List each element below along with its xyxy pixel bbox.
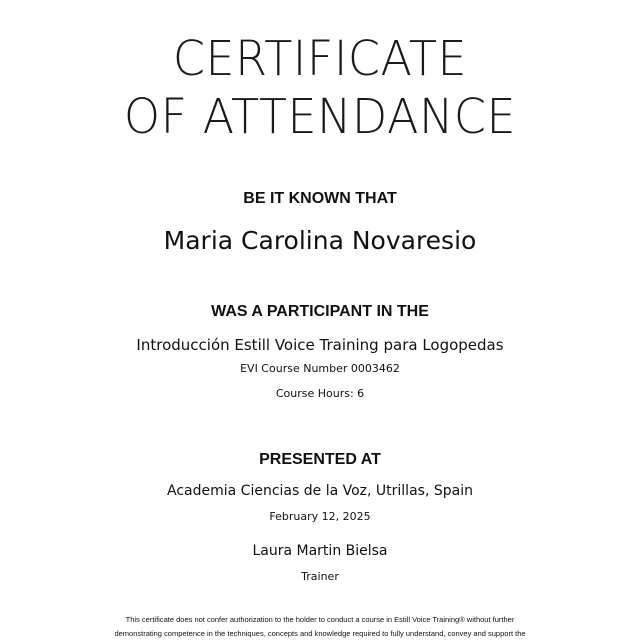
trainer-name: Laura Martin Bielsa (252, 543, 388, 559)
certificate-date: February 12, 2025 (269, 510, 371, 523)
known-heading: BE IT KNOWN THAT (243, 190, 397, 207)
disclaimer-line-1: This certificate does not confer authorization to the holder to conduct a course in Estill Voice Training® without further (125, 615, 515, 624)
certificate-title-line-2: OF ATTENDANCE (123, 87, 517, 145)
participant-heading: WAS A PARTICIPANT IN THE (211, 303, 429, 320)
venue: Academia Ciencias de la Voz, Utrillas, Spain (167, 483, 473, 499)
course-hours: Course Hours: 6 (275, 387, 365, 400)
certificate-title-line-1: CERTIFICATE (172, 29, 468, 87)
course-title: Introducción Estill Voice Training para Logopedas (136, 336, 504, 354)
participant-name: Maria Carolina Novaresio (163, 226, 477, 255)
course-number: EVI Course Number 0003462 (240, 362, 400, 375)
disclaimer-line-2: demonstrating competence in the techniques, concepts and knowledge required to fully understand, convey and support the (114, 629, 526, 638)
trainer-role: Trainer (301, 570, 339, 583)
presented-heading: PRESENTED AT (259, 451, 381, 468)
